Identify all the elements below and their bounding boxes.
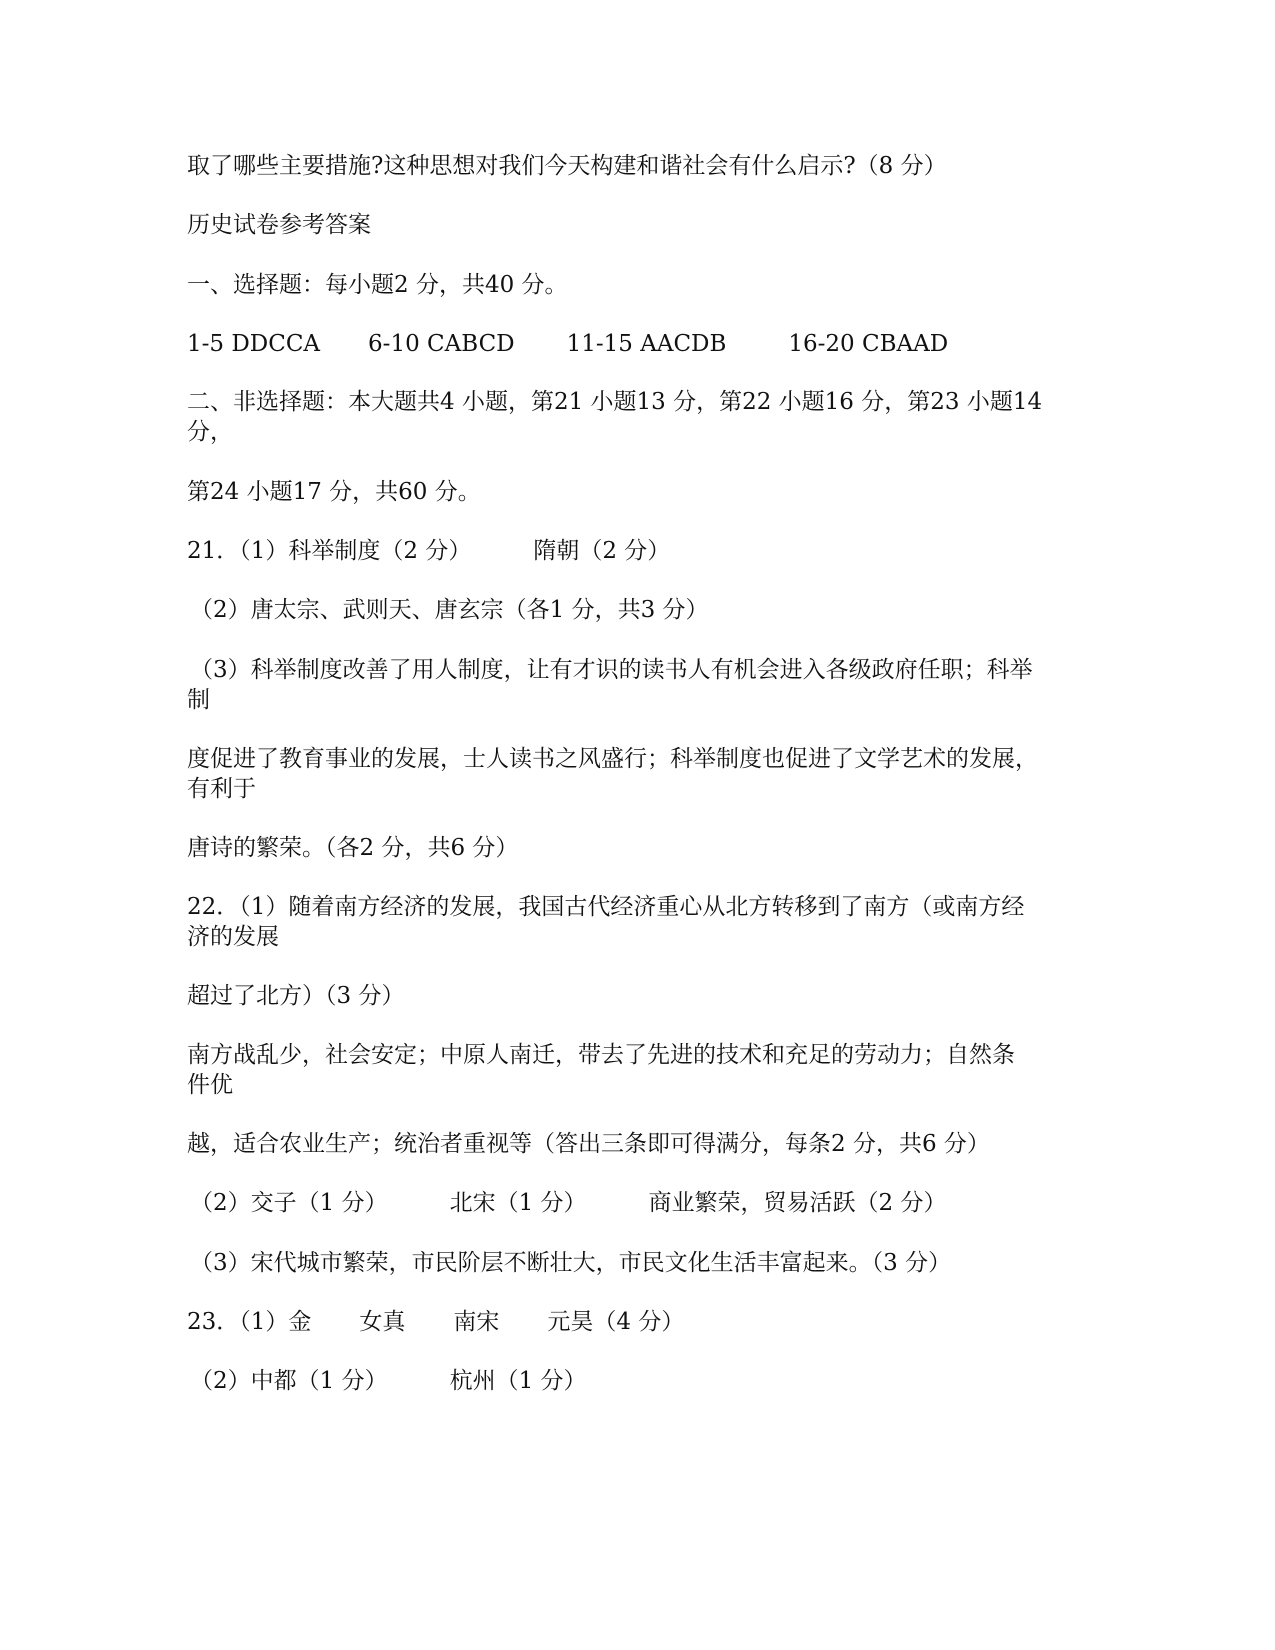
answer-21-3-line2-cont: 有利于 xyxy=(187,776,256,802)
answer-23-1-b: 女真 xyxy=(359,1309,406,1335)
answer-21-3-line3: 唐诗的繁荣。（各2 分，共6 分） xyxy=(187,835,519,861)
answer-22-1-cont: 济的发展 xyxy=(187,924,279,950)
answer-22-2-a: （2）交子（1 分） xyxy=(190,1190,388,1216)
answer-22-1: 22．（1）随着南方经济的发展，我国古代经济重心从北方转移到了南方（或南方经 xyxy=(187,894,1025,920)
answer-23-2-b: 杭州（1 分） xyxy=(449,1368,587,1394)
answer-22-1-reasons-line2: 越，适合农业生产；统治者重视等（答出三条即可得满分，每条2 分，共6 分） xyxy=(187,1131,990,1157)
section-one-heading: 一、选择题：每小题2 分，共40 分。 xyxy=(187,272,568,298)
answer-21-2: （2）唐太宗、武则天、唐玄宗（各1 分，共3 分） xyxy=(190,597,709,623)
answer-23-2 xyxy=(190,1365,1105,1397)
answer-22-3: （3）宋代城市繁荣，市民阶层不断壮大，市民文化生活丰富起来。（3 分） xyxy=(190,1250,952,1276)
multiple-choice-answers xyxy=(187,328,1102,360)
answer-21-1 xyxy=(187,535,1102,567)
answers-1-5: 1-5 DDCCA xyxy=(187,331,321,357)
answers-16-20: 16-20 CBAAD xyxy=(788,331,949,357)
answer-22-1-line2: 超过了北方）（3 分） xyxy=(187,983,405,1009)
answer-23-1-c: 南宋 xyxy=(453,1309,500,1335)
answer-21-1-b: 隋朝（2 分） xyxy=(533,538,671,564)
section-two-heading-cont: 分， xyxy=(187,419,233,445)
section-two-heading: 二、非选择题：本大题共4 小题，第21 小题13 分，第22 小题16 分，第23 小题14 xyxy=(187,389,1043,415)
answer-22-2-c: 商业繁荣，贸易活跃（2 分） xyxy=(648,1190,947,1216)
answer-23-1-a: 23．（1）金 xyxy=(187,1309,312,1335)
answer-22-2-b: 北宋（1 分） xyxy=(449,1190,587,1216)
answer-21-3-line2: 度促进了教育事业的发展，士人读书之风盛行；科举制度也促进了文学艺术的发展， xyxy=(187,746,1038,772)
answer-22-1-reasons-cont: 件优 xyxy=(187,1072,233,1098)
answer-23-1 xyxy=(187,1306,1102,1338)
answer-22-2 xyxy=(190,1187,1105,1219)
section-two-heading-line2: 第24 小题17 分，共60 分。 xyxy=(187,479,481,505)
answer-key-title: 历史试卷参考答案 xyxy=(187,212,371,238)
answer-21-1-a: 21．（1）科举制度（2 分） xyxy=(187,538,472,564)
answer-21-3-cont: 制 xyxy=(187,687,210,713)
answer-22-1-reasons: 南方战乱少，社会安定；中原人南迁，带去了先进的技术和充足的劳动力；自然条 xyxy=(187,1042,1015,1068)
answers-6-10: 6-10 CABCD xyxy=(368,331,515,357)
answer-23-2-a: （2）中都（1 分） xyxy=(190,1368,388,1394)
question-continuation: 取了哪些主要措施?这种思想对我们今天构建和谐社会有什么启示?（8 分） xyxy=(187,153,947,179)
answer-21-3: （3）科举制度改善了用人制度，让有才识的读书人有机会进入各级政府任职；科举 xyxy=(190,657,1033,683)
answers-11-15: 11-15 AACDB xyxy=(566,331,727,357)
answer-23-1-d: 元昊（4 分） xyxy=(547,1309,685,1335)
